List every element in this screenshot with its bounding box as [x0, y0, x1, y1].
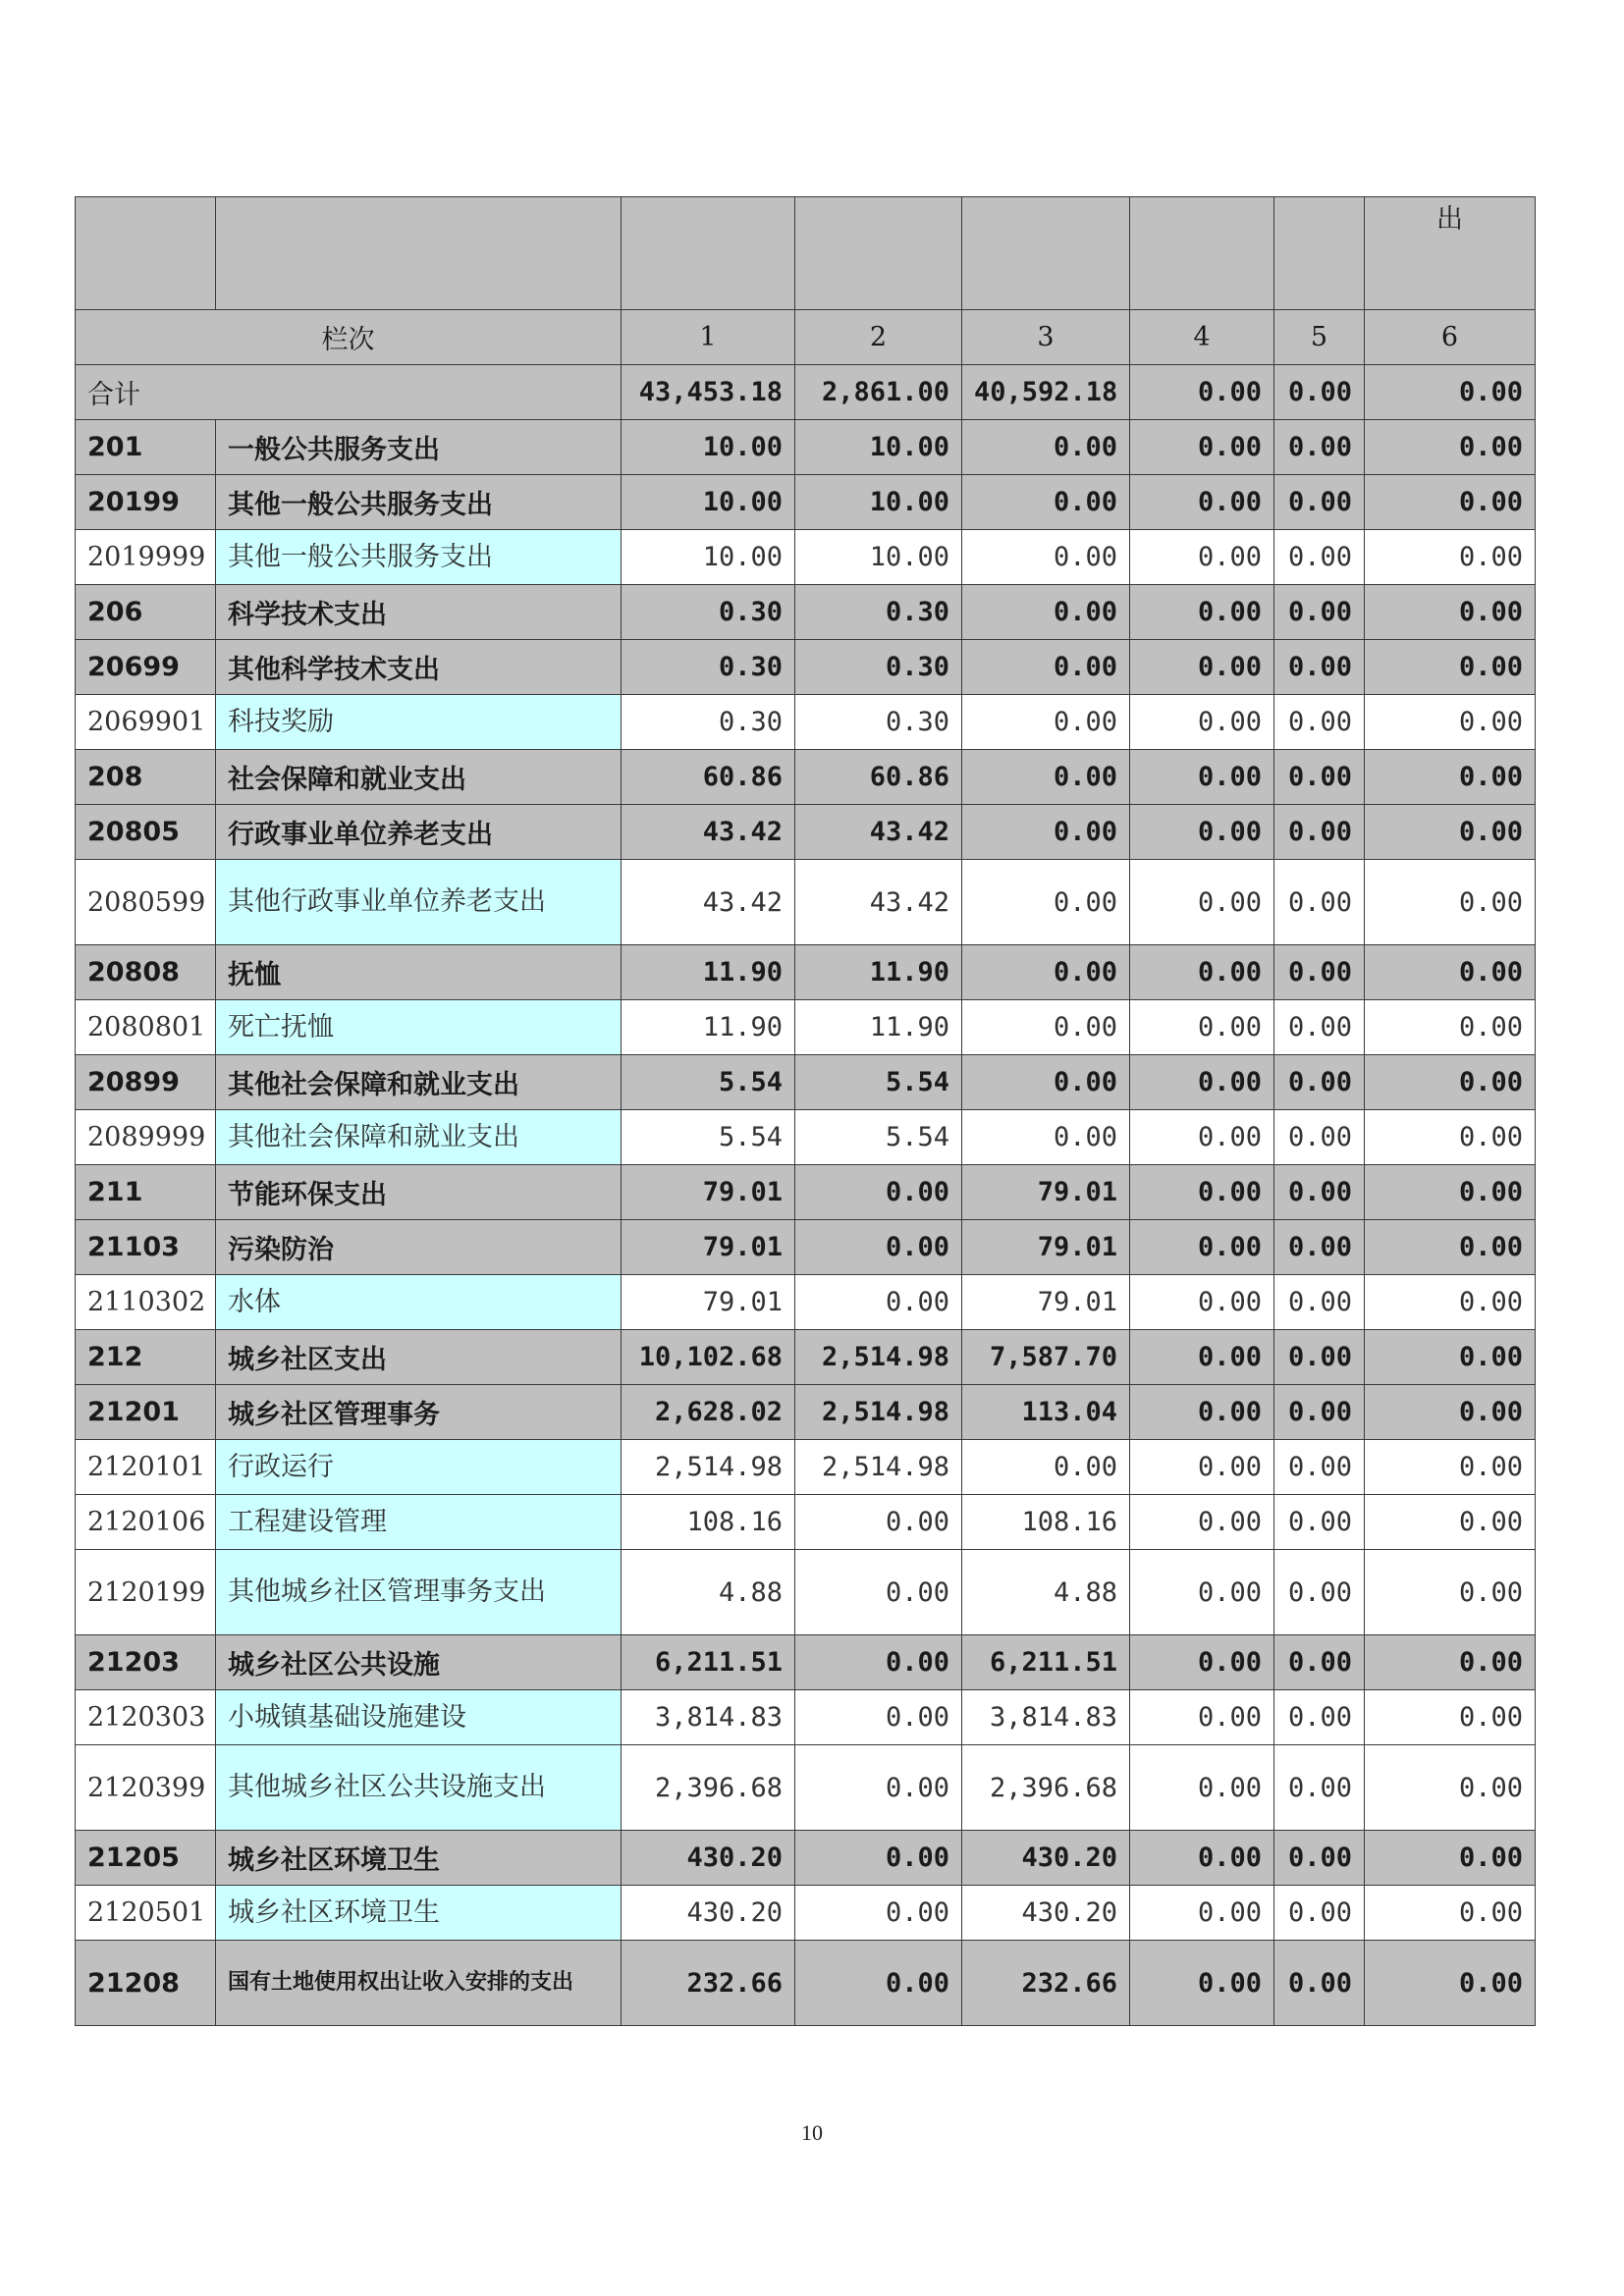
table-row	[76, 1110, 1536, 1165]
row-value-5: 0.00	[1274, 1220, 1365, 1275]
table-row	[76, 945, 1536, 1000]
row-value-5: 0.00	[1274, 420, 1365, 475]
row-value-5: 0.00	[1274, 945, 1365, 1000]
row-code: 2120501	[76, 1886, 216, 1941]
row-value-1: 5.54	[622, 1110, 795, 1165]
row-value-4: 0.00	[1130, 585, 1274, 640]
table-row	[76, 1055, 1536, 1110]
row-name: 城乡社区环境卫生	[216, 1831, 622, 1886]
row-value-3: 0.00	[962, 860, 1130, 945]
row-name: 行政运行	[216, 1440, 622, 1495]
row-value-3: 0.00	[962, 640, 1130, 695]
table-row	[76, 805, 1536, 860]
row-name: 城乡社区管理事务	[216, 1385, 622, 1440]
row-value-5: 0.00	[1274, 475, 1365, 530]
row-value-2: 5.54	[795, 1055, 962, 1110]
row-value-5: 0.00	[1274, 695, 1365, 750]
row-value-2: 0.00	[795, 1831, 962, 1886]
table-row	[76, 1550, 1536, 1635]
row-value-2: 0.00	[795, 1165, 962, 1220]
row-value-1: 2,628.02	[622, 1385, 795, 1440]
row-value-4: 0.00	[1130, 1440, 1274, 1495]
row-value-6: 0.00	[1365, 1550, 1536, 1635]
row-value-1: 108.16	[622, 1495, 795, 1550]
row-value-2: 0.30	[795, 640, 962, 695]
row-value-2: 11.90	[795, 945, 962, 1000]
table-row	[76, 1886, 1536, 1941]
column-number-1: 1	[622, 310, 795, 365]
row-value-1: 430.20	[622, 1886, 795, 1941]
row-value-6: 0.00	[1365, 1495, 1536, 1550]
row-value-6: 0.00	[1365, 805, 1536, 860]
row-value-4: 0.00	[1130, 750, 1274, 805]
row-value-3: 0.00	[962, 585, 1130, 640]
row-code: 2120106	[76, 1495, 216, 1550]
total-value-5: 0.00	[1274, 365, 1365, 420]
row-value-6: 0.00	[1365, 1000, 1536, 1055]
row-value-1: 430.20	[622, 1831, 795, 1886]
row-value-3: 0.00	[962, 1000, 1130, 1055]
row-value-4: 0.00	[1130, 1220, 1274, 1275]
total-value-2: 2,861.00	[795, 365, 962, 420]
row-value-4: 0.00	[1130, 1165, 1274, 1220]
header-col-2	[795, 197, 962, 310]
row-value-5: 0.00	[1274, 1385, 1365, 1440]
row-code: 2080801	[76, 1000, 216, 1055]
table-row	[76, 1275, 1536, 1330]
row-value-3: 3,814.83	[962, 1690, 1130, 1745]
row-value-3: 0.00	[962, 1440, 1130, 1495]
row-value-4: 0.00	[1130, 945, 1274, 1000]
row-name: 水体	[216, 1275, 622, 1330]
row-value-3: 2,396.68	[962, 1745, 1130, 1831]
row-value-6: 0.00	[1365, 1635, 1536, 1690]
header-row	[76, 197, 1536, 310]
budget-expenditure-table	[75, 196, 1536, 2026]
row-code: 21208	[76, 1941, 216, 2026]
row-value-6: 0.00	[1365, 1941, 1536, 2026]
row-value-4: 0.00	[1130, 1110, 1274, 1165]
row-name: 工程建设管理	[216, 1495, 622, 1550]
row-value-5: 0.00	[1274, 1690, 1365, 1745]
row-value-4: 0.00	[1130, 1385, 1274, 1440]
row-name: 社会保障和就业支出	[216, 750, 622, 805]
row-value-4: 0.00	[1130, 1000, 1274, 1055]
column-number-3: 3	[962, 310, 1130, 365]
row-value-5: 0.00	[1274, 1745, 1365, 1831]
header-col-1	[622, 197, 795, 310]
row-value-3: 7,587.70	[962, 1330, 1130, 1385]
row-value-6: 0.00	[1365, 1110, 1536, 1165]
row-code: 2120199	[76, 1550, 216, 1635]
row-name: 其他城乡社区管理事务支出	[216, 1550, 622, 1635]
column-number-6: 6	[1365, 310, 1536, 365]
row-code: 21203	[76, 1635, 216, 1690]
row-value-6: 0.00	[1365, 420, 1536, 475]
row-name: 城乡社区支出	[216, 1330, 622, 1385]
row-value-2: 60.86	[795, 750, 962, 805]
row-value-5: 0.00	[1274, 1550, 1365, 1635]
row-value-6: 0.00	[1365, 1745, 1536, 1831]
total-label: 合计	[76, 365, 622, 420]
row-value-6: 0.00	[1365, 585, 1536, 640]
row-value-6: 0.00	[1365, 1440, 1536, 1495]
row-value-4: 0.00	[1130, 1745, 1274, 1831]
row-name: 其他一般公共服务支出	[216, 475, 622, 530]
row-value-6: 0.00	[1365, 1275, 1536, 1330]
row-name: 其他社会保障和就业支出	[216, 1055, 622, 1110]
row-value-2: 0.30	[795, 585, 962, 640]
row-code: 2120303	[76, 1690, 216, 1745]
header-name-cell	[216, 197, 622, 310]
row-value-2: 0.00	[795, 1690, 962, 1745]
row-code: 2069901	[76, 695, 216, 750]
header-code-cell	[76, 197, 216, 310]
row-name: 其他行政事业单位养老支出	[216, 860, 622, 945]
row-code: 2080599	[76, 860, 216, 945]
row-value-5: 0.00	[1274, 530, 1365, 585]
row-value-6: 0.00	[1365, 1831, 1536, 1886]
row-value-2: 2,514.98	[795, 1385, 962, 1440]
row-value-5: 0.00	[1274, 1275, 1365, 1330]
row-value-6: 0.00	[1365, 1055, 1536, 1110]
row-code: 2110302	[76, 1275, 216, 1330]
row-value-2: 11.90	[795, 1000, 962, 1055]
row-value-6: 0.00	[1365, 640, 1536, 695]
row-value-3: 0.00	[962, 420, 1130, 475]
row-code: 2089999	[76, 1110, 216, 1165]
table-row	[76, 1690, 1536, 1745]
table-row	[76, 1000, 1536, 1055]
row-code: 211	[76, 1165, 216, 1220]
row-code: 20805	[76, 805, 216, 860]
row-name: 其他一般公共服务支出	[216, 530, 622, 585]
row-value-4: 0.00	[1130, 1690, 1274, 1745]
row-value-6: 0.00	[1365, 750, 1536, 805]
row-value-1: 4.88	[622, 1550, 795, 1635]
table-row	[76, 1745, 1536, 1831]
total-value-4: 0.00	[1130, 365, 1274, 420]
row-value-6: 0.00	[1365, 475, 1536, 530]
page-number: 10	[801, 2120, 823, 2145]
row-value-4: 0.00	[1130, 1941, 1274, 2026]
row-code: 21201	[76, 1385, 216, 1440]
row-value-2: 43.42	[795, 805, 962, 860]
row-value-5: 0.00	[1274, 805, 1365, 860]
row-value-4: 0.00	[1130, 475, 1274, 530]
row-value-2: 0.00	[795, 1941, 962, 2026]
row-value-5: 0.00	[1274, 1886, 1365, 1941]
row-value-6: 0.00	[1365, 860, 1536, 945]
table-row	[76, 1831, 1536, 1886]
row-code: 201	[76, 420, 216, 475]
column-number-row	[76, 310, 1536, 365]
row-value-5: 0.00	[1274, 1110, 1365, 1165]
header-col-6: 出	[1365, 197, 1536, 310]
row-value-5: 0.00	[1274, 585, 1365, 640]
row-value-2: 0.00	[795, 1220, 962, 1275]
table-row	[76, 695, 1536, 750]
row-value-4: 0.00	[1130, 1330, 1274, 1385]
total-value-1: 43,453.18	[622, 365, 795, 420]
row-value-3: 79.01	[962, 1275, 1130, 1330]
row-value-2: 10.00	[795, 475, 962, 530]
row-name: 其他科学技术支出	[216, 640, 622, 695]
row-value-1: 6,211.51	[622, 1635, 795, 1690]
row-value-1: 11.90	[622, 945, 795, 1000]
column-number-2: 2	[795, 310, 962, 365]
row-value-2: 0.00	[795, 1745, 962, 1831]
row-value-4: 0.00	[1130, 640, 1274, 695]
row-value-4: 0.00	[1130, 1831, 1274, 1886]
row-name: 小城镇基础设施建设	[216, 1690, 622, 1745]
row-value-3: 0.00	[962, 750, 1130, 805]
row-value-2: 5.54	[795, 1110, 962, 1165]
row-value-5: 0.00	[1274, 1440, 1365, 1495]
row-code: 212	[76, 1330, 216, 1385]
row-name: 节能环保支出	[216, 1165, 622, 1220]
row-value-6: 0.00	[1365, 695, 1536, 750]
row-name: 抚恤	[216, 945, 622, 1000]
table-row	[76, 750, 1536, 805]
row-name: 其他城乡社区公共设施支出	[216, 1745, 622, 1831]
table-row	[76, 530, 1536, 585]
row-code: 2120399	[76, 1745, 216, 1831]
row-value-1: 10,102.68	[622, 1330, 795, 1385]
row-value-4: 0.00	[1130, 1886, 1274, 1941]
row-value-5: 0.00	[1274, 750, 1365, 805]
row-value-6: 0.00	[1365, 945, 1536, 1000]
table-row	[76, 1941, 1536, 2026]
row-value-1: 3,814.83	[622, 1690, 795, 1745]
row-name: 城乡社区公共设施	[216, 1635, 622, 1690]
row-value-6: 0.00	[1365, 1385, 1536, 1440]
row-value-4: 0.00	[1130, 695, 1274, 750]
row-value-1: 43.42	[622, 805, 795, 860]
row-value-3: 0.00	[962, 805, 1130, 860]
row-value-5: 0.00	[1274, 1831, 1365, 1886]
table-row	[76, 1440, 1536, 1495]
row-value-3: 0.00	[962, 530, 1130, 585]
table-row	[76, 640, 1536, 695]
row-value-4: 0.00	[1130, 530, 1274, 585]
row-value-2: 2,514.98	[795, 1440, 962, 1495]
row-name: 国有土地使用权出让收入安排的支出	[216, 1941, 622, 2026]
header-col-5	[1274, 197, 1365, 310]
row-value-1: 60.86	[622, 750, 795, 805]
table-row	[76, 1165, 1536, 1220]
row-value-5: 0.00	[1274, 640, 1365, 695]
row-value-3: 79.01	[962, 1165, 1130, 1220]
row-value-5: 0.00	[1274, 1330, 1365, 1385]
row-value-1: 10.00	[622, 475, 795, 530]
row-value-5: 0.00	[1274, 1635, 1365, 1690]
row-value-3: 113.04	[962, 1385, 1130, 1440]
row-name: 污染防治	[216, 1220, 622, 1275]
row-value-3: 0.00	[962, 695, 1130, 750]
table-row	[76, 475, 1536, 530]
row-value-5: 0.00	[1274, 860, 1365, 945]
table-body	[76, 197, 1536, 2026]
row-name: 其他社会保障和就业支出	[216, 1110, 622, 1165]
row-value-3: 108.16	[962, 1495, 1130, 1550]
row-value-3: 430.20	[962, 1831, 1130, 1886]
row-code: 20699	[76, 640, 216, 695]
total-value-3: 40,592.18	[962, 365, 1130, 420]
table-row	[76, 1385, 1536, 1440]
total-row	[76, 365, 1536, 420]
column-number-label: 栏次	[76, 310, 622, 365]
row-value-2: 0.00	[795, 1635, 962, 1690]
row-value-1: 43.42	[622, 860, 795, 945]
row-value-6: 0.00	[1365, 1690, 1536, 1745]
row-code: 20808	[76, 945, 216, 1000]
row-value-1: 5.54	[622, 1055, 795, 1110]
row-name: 死亡抚恤	[216, 1000, 622, 1055]
column-number-4: 4	[1130, 310, 1274, 365]
table-row	[76, 1220, 1536, 1275]
row-value-2: 0.00	[795, 1495, 962, 1550]
row-value-1: 10.00	[622, 420, 795, 475]
row-value-5: 0.00	[1274, 1165, 1365, 1220]
row-value-2: 0.30	[795, 695, 962, 750]
row-name: 城乡社区环境卫生	[216, 1886, 622, 1941]
row-value-1: 2,514.98	[622, 1440, 795, 1495]
row-value-1: 0.30	[622, 585, 795, 640]
row-value-2: 43.42	[795, 860, 962, 945]
row-name: 一般公共服务支出	[216, 420, 622, 475]
row-value-6: 0.00	[1365, 1165, 1536, 1220]
row-code: 21103	[76, 1220, 216, 1275]
row-value-2: 0.00	[795, 1886, 962, 1941]
row-value-4: 0.00	[1130, 860, 1274, 945]
row-code: 2120101	[76, 1440, 216, 1495]
row-value-3: 0.00	[962, 475, 1130, 530]
row-value-1: 79.01	[622, 1220, 795, 1275]
row-name: 科技奖励	[216, 695, 622, 750]
row-value-1: 0.30	[622, 695, 795, 750]
row-name: 行政事业单位养老支出	[216, 805, 622, 860]
row-value-4: 0.00	[1130, 1635, 1274, 1690]
row-value-3: 0.00	[962, 945, 1130, 1000]
row-value-6: 0.00	[1365, 1886, 1536, 1941]
row-value-1: 10.00	[622, 530, 795, 585]
row-value-4: 0.00	[1130, 1495, 1274, 1550]
row-value-3: 4.88	[962, 1550, 1130, 1635]
row-value-3: 0.00	[962, 1110, 1130, 1165]
row-value-2: 10.00	[795, 530, 962, 585]
header-col-4	[1130, 197, 1274, 310]
row-value-3: 79.01	[962, 1220, 1130, 1275]
table-row	[76, 1495, 1536, 1550]
row-code: 206	[76, 585, 216, 640]
row-value-3: 232.66	[962, 1941, 1130, 2026]
row-value-6: 0.00	[1365, 530, 1536, 585]
table-row	[76, 1330, 1536, 1385]
row-value-5: 0.00	[1274, 1055, 1365, 1110]
row-value-4: 0.00	[1130, 1055, 1274, 1110]
row-code: 20199	[76, 475, 216, 530]
row-value-2: 10.00	[795, 420, 962, 475]
row-value-2: 0.00	[795, 1275, 962, 1330]
row-value-4: 0.00	[1130, 805, 1274, 860]
row-value-3: 6,211.51	[962, 1635, 1130, 1690]
total-value-6: 0.00	[1365, 365, 1536, 420]
column-number-5: 5	[1274, 310, 1365, 365]
row-value-4: 0.00	[1130, 1550, 1274, 1635]
row-code: 208	[76, 750, 216, 805]
row-value-6: 0.00	[1365, 1330, 1536, 1385]
row-code: 20899	[76, 1055, 216, 1110]
row-value-3: 0.00	[962, 1055, 1130, 1110]
row-name: 科学技术支出	[216, 585, 622, 640]
row-value-1: 0.30	[622, 640, 795, 695]
row-value-6: 0.00	[1365, 1220, 1536, 1275]
row-value-4: 0.00	[1130, 420, 1274, 475]
row-value-2: 2,514.98	[795, 1330, 962, 1385]
row-value-1: 11.90	[622, 1000, 795, 1055]
row-value-5: 0.00	[1274, 1495, 1365, 1550]
row-value-2: 0.00	[795, 1550, 962, 1635]
row-value-5: 0.00	[1274, 1000, 1365, 1055]
table-row	[76, 1635, 1536, 1690]
row-value-1: 79.01	[622, 1165, 795, 1220]
row-value-1: 2,396.68	[622, 1745, 795, 1831]
table-row	[76, 860, 1536, 945]
row-value-1: 79.01	[622, 1275, 795, 1330]
row-value-5: 0.00	[1274, 1941, 1365, 2026]
table-row	[76, 585, 1536, 640]
table-row	[76, 420, 1536, 475]
row-code: 21205	[76, 1831, 216, 1886]
row-code: 2019999	[76, 530, 216, 585]
row-value-3: 430.20	[962, 1886, 1130, 1941]
row-value-4: 0.00	[1130, 1275, 1274, 1330]
row-value-1: 232.66	[622, 1941, 795, 2026]
header-col-3	[962, 197, 1130, 310]
